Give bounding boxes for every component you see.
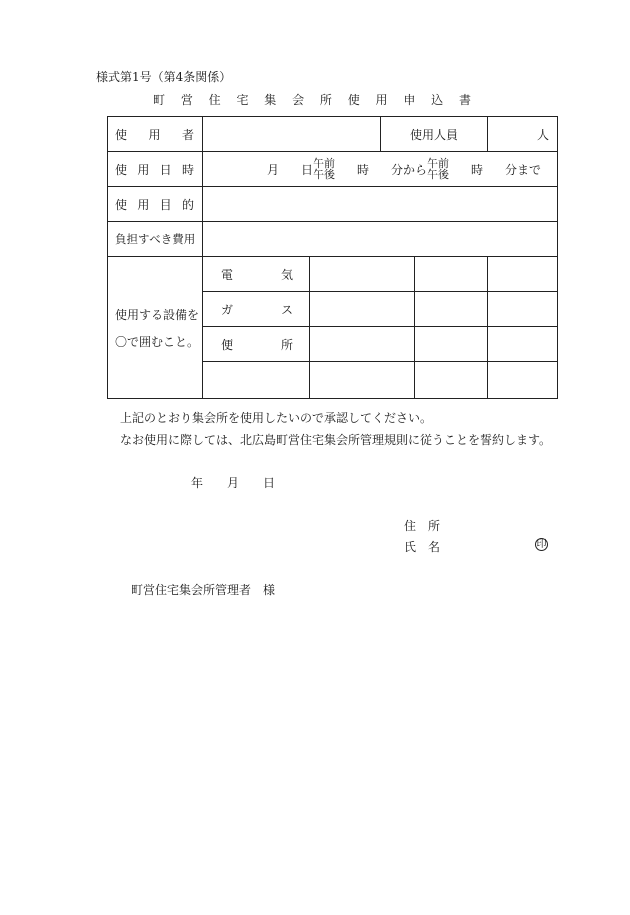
facility-blank[interactable] <box>203 362 310 399</box>
user-label-cell <box>108 117 203 152</box>
user-label-char: 使 <box>115 127 128 142</box>
facility-char: 気 <box>280 267 293 282</box>
am-text: 午前 <box>312 157 335 170</box>
day-text: 日 <box>300 162 313 177</box>
facility-cell[interactable] <box>415 327 488 362</box>
facility-cell[interactable] <box>415 362 488 399</box>
start-hour-text: 時 <box>356 162 369 177</box>
facility-char: ス <box>280 302 293 317</box>
purpose-label-char: 的 <box>181 197 194 212</box>
datetime-label-char: 使 <box>115 162 128 177</box>
notice-line-2: なお使用に際しては、北広島町営住宅集会所管理規則に従うことを誓約します。 <box>120 433 552 447</box>
cost-label: 負担すべき費用 <box>108 222 203 257</box>
datetime-label-cell <box>108 152 203 187</box>
facility-char: 所 <box>280 337 293 352</box>
facility-cell[interactable] <box>415 257 488 292</box>
user-label-char: 者 <box>181 127 194 142</box>
facility-char: 便 <box>221 337 234 352</box>
datetime-label-char: 時 <box>181 162 194 177</box>
facility-cell[interactable] <box>488 327 558 362</box>
month-text: 月 <box>266 162 279 177</box>
people-unit: 人 <box>537 127 550 142</box>
notice-line-1: 上記のとおり集会所を使用したいので承認してください。 <box>120 411 433 425</box>
facility-gas[interactable] <box>203 292 310 327</box>
purpose-label-char: 使 <box>115 197 128 212</box>
document-title: 町 営 住 宅 集 会 所 使 用 申 込 書 <box>153 93 477 107</box>
pm-text: 午後 <box>427 168 449 181</box>
facilities-label-line2: 〇で囲むこと。 <box>115 334 200 349</box>
application-form-table <box>107 116 558 399</box>
facilities-label-cell <box>108 257 203 399</box>
facility-cell[interactable] <box>488 362 558 399</box>
facility-cell[interactable] <box>488 257 558 292</box>
name-label: 氏 名 <box>404 540 441 554</box>
user-field[interactable] <box>203 117 381 152</box>
purpose-label-cell <box>108 187 203 222</box>
purpose-field[interactable] <box>203 187 558 222</box>
pm-text: 午後 <box>312 168 335 181</box>
user-label-char: 用 <box>148 127 161 142</box>
cost-field[interactable] <box>203 222 558 257</box>
start-ampm <box>313 158 335 180</box>
datetime-label-char: 日 <box>159 162 172 177</box>
facility-electric[interactable] <box>203 257 310 292</box>
facility-cell[interactable] <box>310 257 415 292</box>
facility-cell[interactable] <box>310 327 415 362</box>
facility-toilet[interactable] <box>203 327 310 362</box>
address-label: 住 所 <box>404 519 441 533</box>
datetime-field[interactable] <box>203 152 558 187</box>
end-hour-text: 時 <box>471 162 484 177</box>
facility-cell[interactable] <box>415 292 488 327</box>
people-label: 使用人員 <box>381 117 488 152</box>
date-line: 年 月 日 <box>191 476 276 490</box>
form-number: 様式第1号（第4条関係） <box>96 70 232 84</box>
purpose-label-char: 用 <box>137 197 150 212</box>
facility-cell[interactable] <box>488 292 558 327</box>
seal-icon: 印 <box>536 539 547 550</box>
minute-from-text: 分から <box>390 162 427 177</box>
purpose-label-char: 目 <box>159 197 172 212</box>
facilities-label-line1: 使用する設備を <box>115 307 200 322</box>
people-field[interactable] <box>488 117 558 152</box>
datetime-label-char: 用 <box>137 162 150 177</box>
facility-cell[interactable] <box>310 292 415 327</box>
facility-char: 電 <box>221 267 234 282</box>
addressee: 町営住宅集会所管理者 様 <box>131 583 276 597</box>
minute-until-text: 分まで <box>505 162 542 177</box>
facility-char: ガ <box>221 302 234 317</box>
facility-cell[interactable] <box>310 362 415 399</box>
end-ampm <box>427 158 449 180</box>
am-text: 午前 <box>427 157 449 170</box>
